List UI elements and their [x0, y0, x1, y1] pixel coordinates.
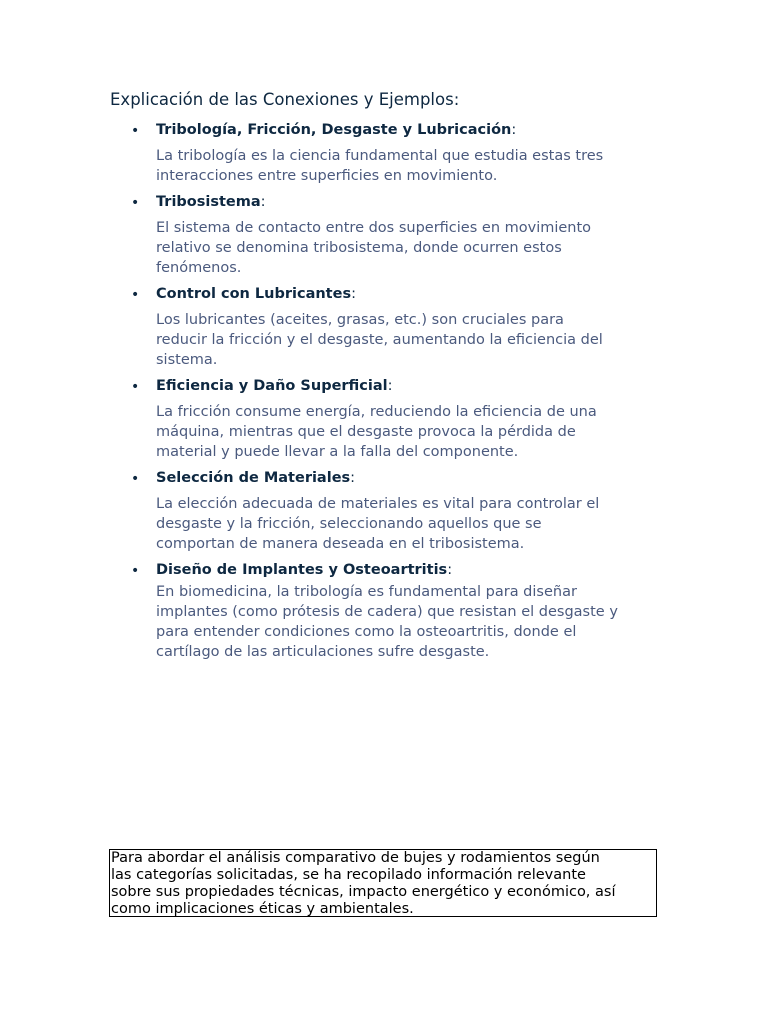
item-title: Diseño de Implantes y Osteoartritis	[156, 562, 448, 578]
item-title-punct: :	[387, 378, 393, 394]
description-line: para entender condiciones como la osteoartritis, donde el	[156, 624, 577, 640]
explanation-list	[110, 119, 670, 667]
description-line: cartílago de las articulaciones sufre desgaste.	[156, 644, 490, 660]
item-title: Control con Lubricantes	[156, 286, 352, 302]
bullet-icon: •	[131, 195, 140, 211]
description-line: interacciones entre superficies en movimiento.	[156, 168, 498, 184]
bullet-icon: •	[131, 123, 140, 139]
summary-line: Para abordar el análisis comparativo de bujes y rodamientos según	[111, 850, 600, 866]
item-description	[156, 310, 670, 370]
description-line: relativo se denomina tribosistema, donde ocurren estos	[156, 240, 562, 256]
item-title: Eficiencia y Daño Superficial	[156, 378, 388, 394]
bullet-icon: •	[131, 287, 140, 303]
description-line: desgaste y la fricción, seleccionando aquellos que se	[156, 516, 542, 532]
summary-line: las categorías solicitadas, se ha recopilado información relevante	[111, 867, 586, 883]
list-item	[110, 119, 670, 186]
description-line: sistema.	[156, 352, 218, 368]
description-line: máquina, mientras que el desgaste provoca la pérdida de	[156, 424, 576, 440]
item-title-punct: :	[260, 194, 266, 210]
item-title: Selección de Materiales	[156, 470, 351, 486]
summary-text-box	[109, 849, 657, 917]
list-item	[110, 375, 670, 462]
bullet-icon: •	[131, 379, 140, 395]
item-title-punct: :	[447, 562, 453, 578]
item-title-punct: :	[350, 470, 356, 486]
summary-line: sobre sus propiedades técnicas, impacto energético y económico, así	[111, 884, 616, 900]
description-line: La elección adecuada de materiales es vital para controlar el	[156, 496, 600, 512]
list-item	[110, 283, 670, 370]
item-description	[156, 582, 670, 662]
bullet-icon: •	[131, 563, 140, 579]
item-title: Tribología, Fricción, Desgaste y Lubricación	[156, 122, 512, 138]
item-title: Tribosistema	[156, 194, 261, 210]
description-line: En biomedicina, la tribología es fundamental para diseñar	[156, 584, 577, 600]
item-description	[156, 218, 670, 278]
item-description	[156, 494, 670, 554]
summary-line: como implicaciones éticas y ambientales.	[111, 901, 414, 917]
description-line: reducir la fricción y el desgaste, aumentando la eficiencia del	[156, 332, 603, 348]
list-item	[110, 191, 670, 278]
item-description	[156, 146, 670, 186]
item-heading	[156, 191, 670, 214]
item-heading	[156, 559, 670, 582]
item-description	[156, 402, 670, 462]
item-heading	[156, 375, 670, 398]
item-title-punct: :	[351, 286, 356, 302]
description-line: comportan de manera deseada en el tribosistema.	[156, 536, 525, 552]
item-heading	[156, 467, 670, 490]
description-line: La tribología es la ciencia fundamental que estudia estas tres	[156, 148, 604, 164]
item-heading	[156, 283, 670, 306]
description-line: Los lubricantes (aceites, grasas, etc.) son cruciales para	[156, 312, 564, 328]
list-item	[110, 559, 670, 662]
description-line: fenómenos.	[156, 260, 242, 276]
item-heading	[156, 119, 670, 142]
list-item	[110, 467, 670, 554]
description-line: implantes (como prótesis de cadera) que resistan el desgaste y	[156, 604, 618, 620]
bullet-icon: •	[131, 471, 140, 487]
description-line: material y puede llevar a la falla del componente.	[156, 444, 519, 460]
item-title-punct: :	[511, 122, 517, 138]
description-line: La fricción consume energía, reduciendo la eficiencia de una	[156, 404, 597, 420]
description-line: El sistema de contacto entre dos superficies en movimiento	[156, 220, 592, 236]
page-heading: Explicación de las Conexiones y Ejemplos:	[110, 90, 460, 109]
